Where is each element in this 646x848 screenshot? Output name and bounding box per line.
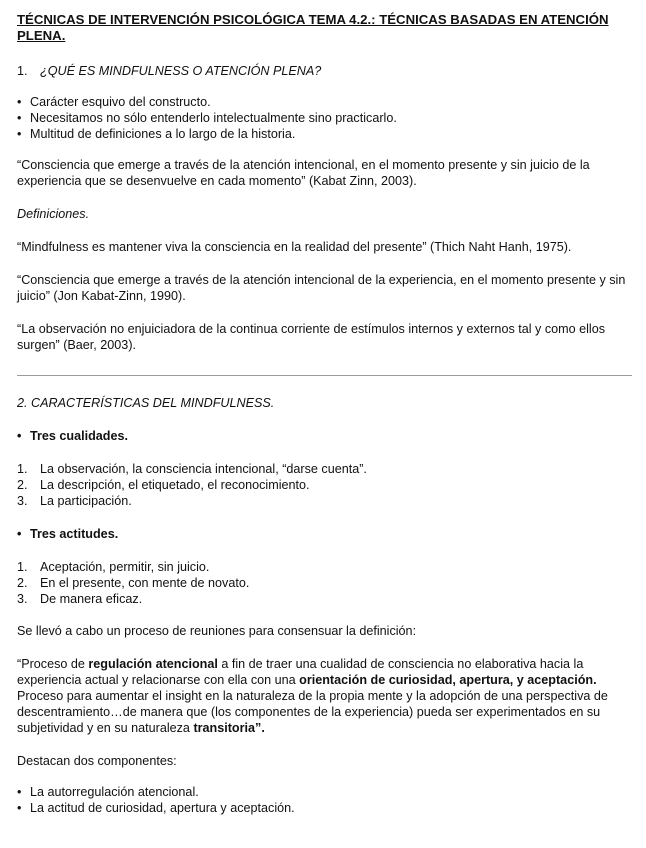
consensus-definition-quote: “Proceso de regulación atencional a fin de traer una cualidad de consciencia no elaborativa hacia la experiencia actual y relacionarse con ella con una orientación de curiosidad, apertura, y aceptación. Proceso para aumentar el insight en la naturaleza de la propia mente y la adopción de una perspectiva de descentramiento…de manera que (los componentes de la experiencia) pueda ser experimentados en su subjetividad y en su naturaleza transitoria”.: [17, 657, 608, 735]
components-intro: Destacan dos componentes:: [17, 754, 177, 768]
item-number: 3.: [17, 494, 28, 508]
list-item: [17, 493, 632, 509]
item-text: La descripción, el etiquetado, el reconocimiento.: [40, 478, 310, 492]
list-item: • La actitud de curiosidad, apertura y aceptación.: [17, 800, 632, 816]
list-item: • Carácter esquivo del constructo.: [17, 94, 632, 110]
item-text: Aceptación, permitir, sin juicio.: [40, 560, 210, 574]
item-text: La observación, la consciencia intencional, “darse cuenta”.: [40, 462, 367, 476]
item-number: 1.: [17, 560, 28, 574]
kabat-zinn-quote: “Consciencia que emerge a través de la atención intencional, en el momento presente y sin juicio de la experiencia que se desenvuelve en cada momento” (Kabat Zinn, 2003).: [17, 158, 590, 188]
definition-paragraph: “Consciencia que emerge a través de la atención intencional de la experiencia, en el momento presente y sin juicio” (Jon Kabat-Zinn, 1990).: [17, 273, 626, 303]
item-number: 2.: [17, 576, 28, 590]
process-intro: Se llevó a cabo un proceso de reuniones para consensuar la definición:: [17, 624, 417, 638]
section-divider: [17, 375, 632, 376]
list-item: • Multitud de definiciones a lo largo de la historia.: [17, 126, 632, 142]
list-item: [17, 575, 632, 591]
definitions-label: Definiciones.: [17, 207, 90, 221]
section-1-heading: [17, 63, 632, 79]
list-item: [17, 461, 632, 477]
list-item: [17, 477, 632, 493]
item-number: 1.: [17, 462, 28, 476]
list-item: [17, 559, 632, 575]
list-item: • Tres actitudes.: [17, 526, 632, 542]
section-1-number: 1.: [17, 64, 28, 78]
actitudes-heading: [17, 526, 632, 542]
section-2-heading: 2. CARACTERÍSTICAS DEL MINDFULNESS.: [17, 396, 275, 410]
cualidades-heading: [17, 428, 632, 444]
definition-paragraph: “Mindfulness es mantener viva la consciencia en la realidad del presente” (Thich Naht Hanh, 1975).: [17, 240, 572, 254]
item-number: 3.: [17, 592, 28, 606]
definition-paragraph: “La observación no enjuiciadora de la continua corriente de estímulos internos y externos tal y como ellos surgen” (Baer, 2003).: [17, 322, 606, 352]
section-1-bullets: [17, 94, 632, 142]
item-text: La participación.: [40, 494, 132, 508]
actitudes-list: [17, 559, 632, 607]
list-item: • Necesitamos no sólo entenderlo intelectualmente sino practicarlo.: [17, 110, 632, 126]
document-page: [17, 12, 632, 816]
document-title: TÉCNICAS DE INTERVENCIÓN PSICOLÓGICA TEMA 4.2.: TÉCNICAS BASADAS EN ATENCIÓN PLENA.: [17, 12, 609, 43]
components-list: [17, 784, 632, 816]
cualidades-list: [17, 461, 632, 509]
item-text: De manera eficaz.: [40, 592, 143, 606]
item-text: En el presente, con mente de novato.: [40, 576, 250, 590]
item-number: 2.: [17, 478, 28, 492]
list-item: • Tres cualidades.: [17, 428, 632, 444]
list-item: [17, 591, 632, 607]
section-1-heading-text: ¿QUÉ ES MINDFULNESS O ATENCIÓN PLENA?: [40, 64, 322, 78]
list-item: • La autorregulación atencional.: [17, 784, 632, 800]
